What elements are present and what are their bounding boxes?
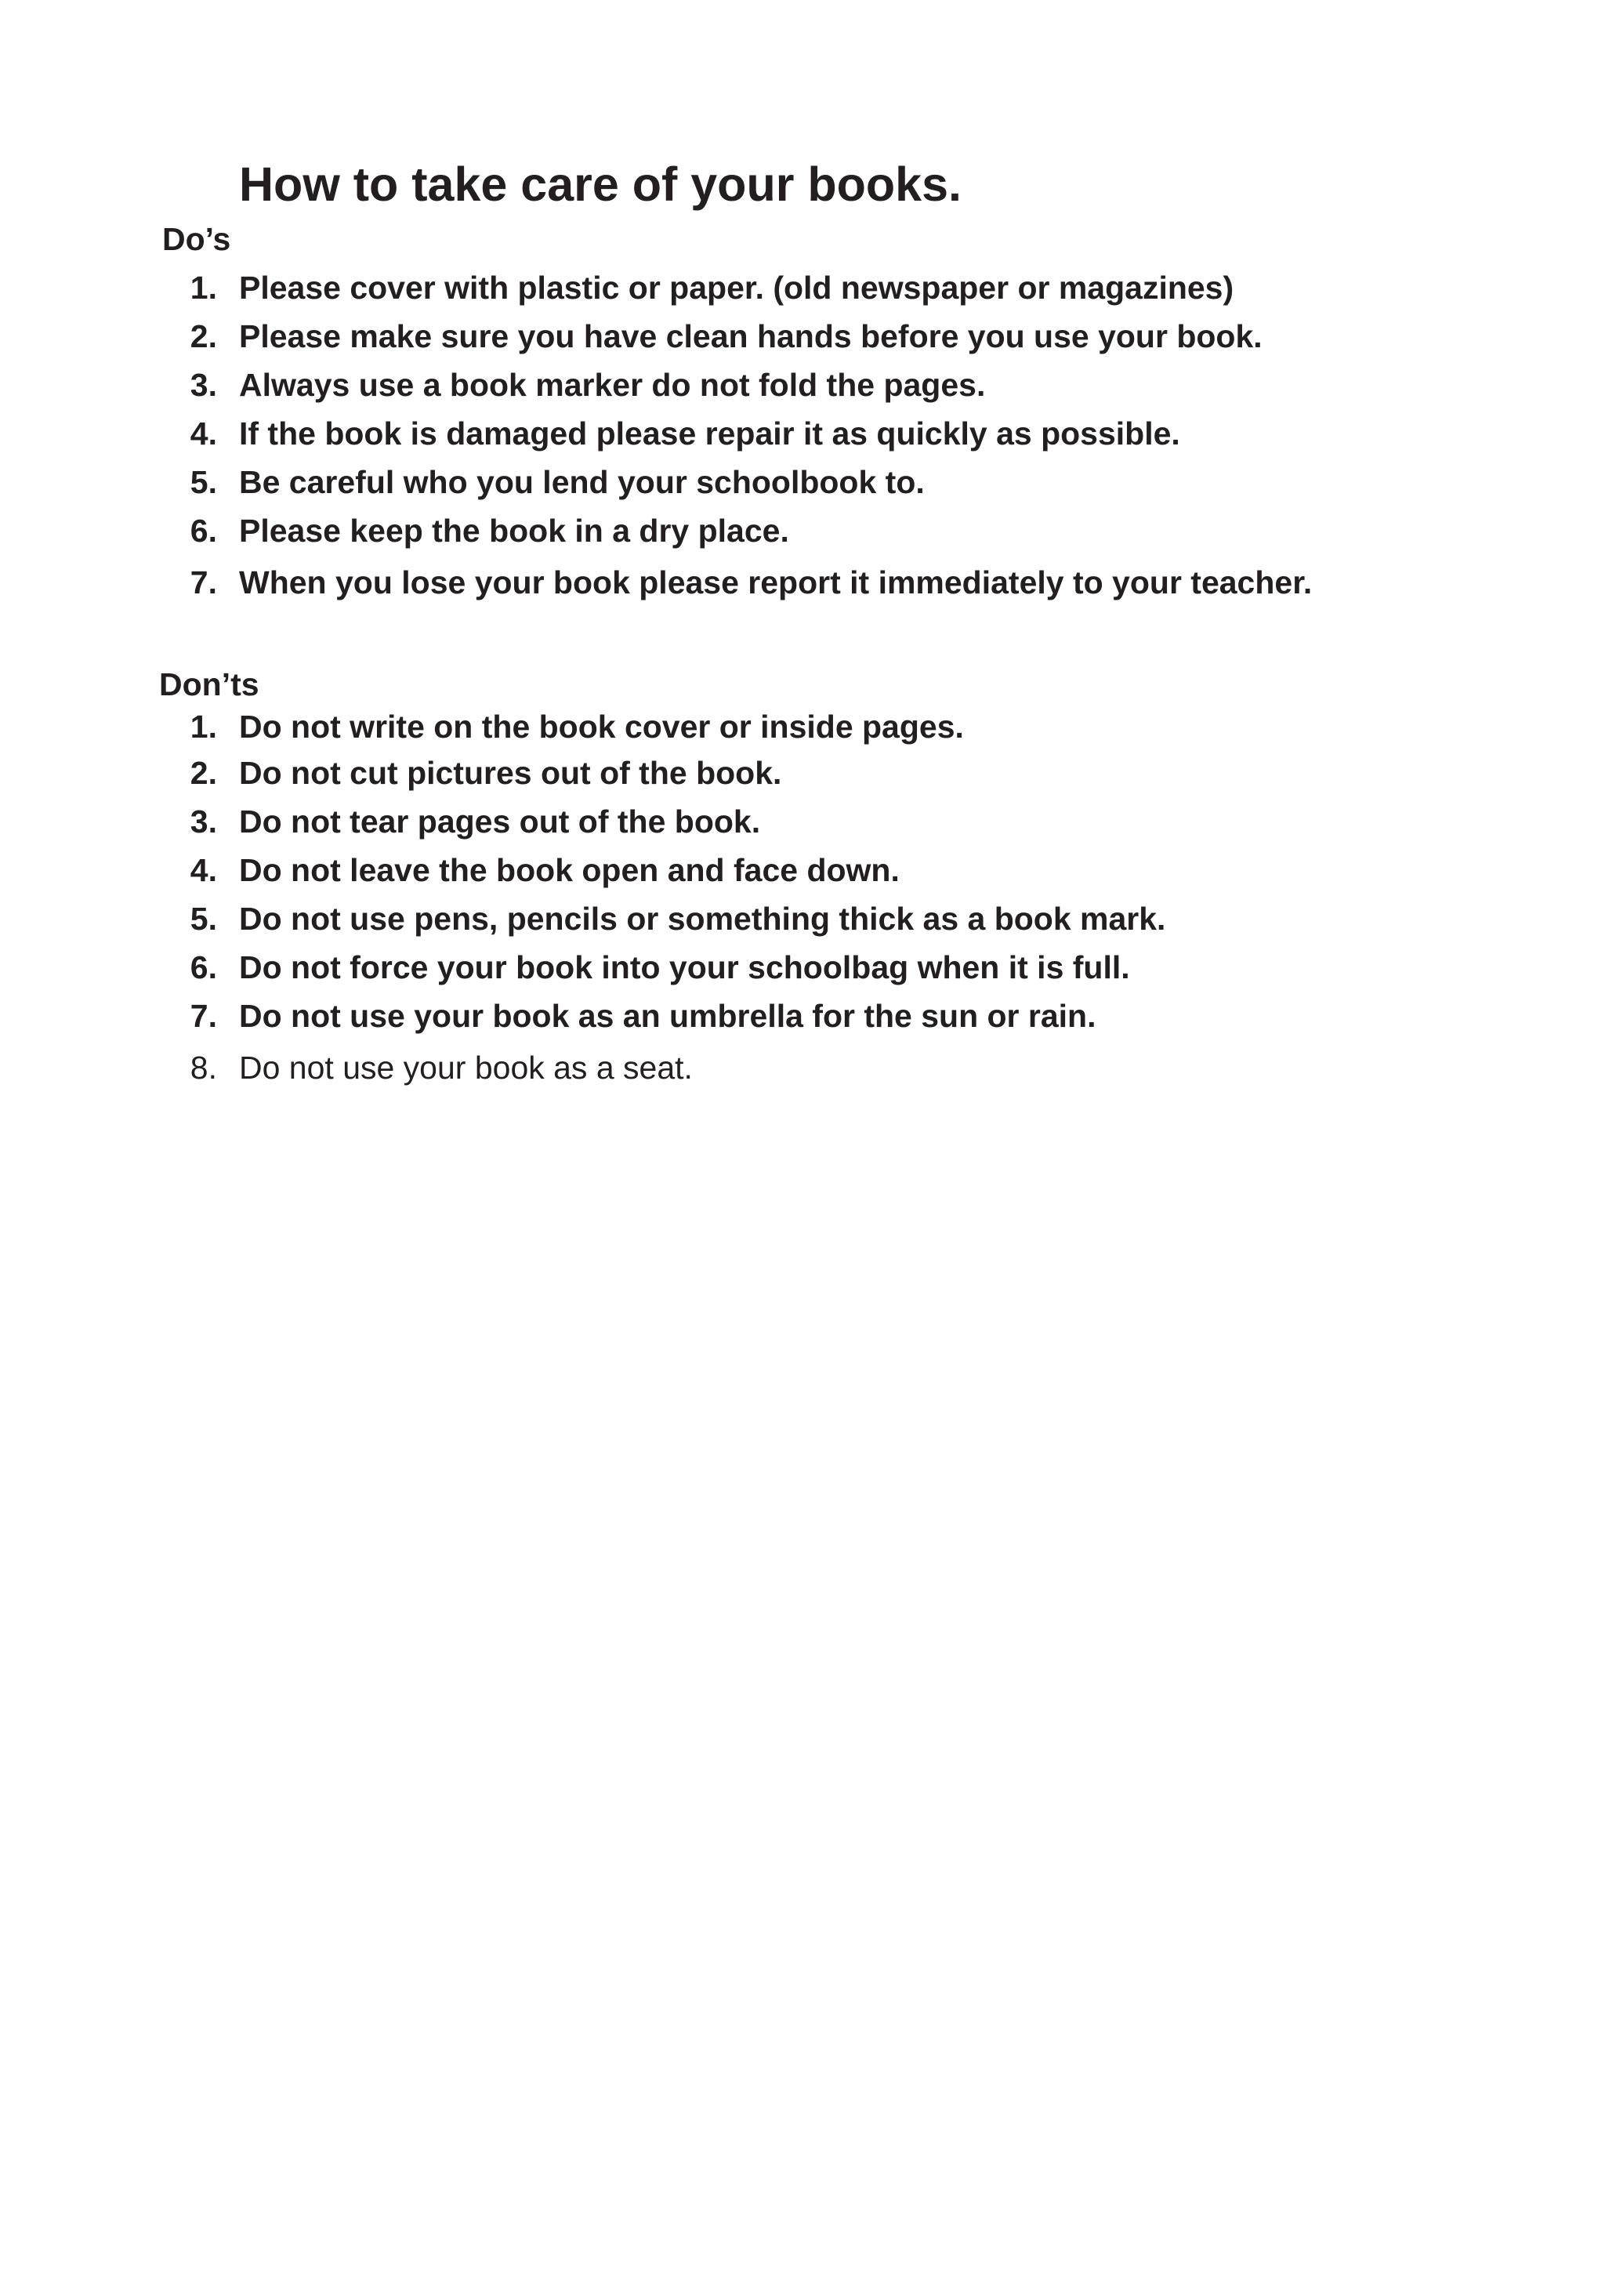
list-item-number: 3. <box>190 367 217 403</box>
list-item-number: 2. <box>190 755 217 791</box>
list-item-number: 8. <box>190 1050 217 1086</box>
list-item-number: 5. <box>190 464 217 500</box>
list-item-number: 5. <box>190 901 217 937</box>
list-item-text: Be careful who you lend your schoolbook to. <box>239 464 925 500</box>
donts-list-item <box>0 802 1489 841</box>
list-item-number: 6. <box>190 949 217 985</box>
dos-list-item <box>0 511 1489 550</box>
dos-list-item <box>0 268 1489 307</box>
list-item-text: Do not leave the book open and face down. <box>239 852 900 888</box>
list-item-text: Do not use your book as an umbrella for the sun or rain. <box>239 998 1096 1034</box>
dos-list-item <box>0 365 1489 404</box>
list-item-number: 7. <box>190 564 217 600</box>
list-item-number: 6. <box>190 513 217 549</box>
list-item-text: When you lose your book please report it immediately to your teacher. <box>239 564 1313 600</box>
donts-list-item <box>0 753 1489 793</box>
list-item-number: 4. <box>190 415 217 452</box>
list-item-number: 2. <box>190 318 217 354</box>
dos-list-item <box>0 317 1489 356</box>
list-item-number: 4. <box>190 852 217 888</box>
list-item-number: 3. <box>190 803 217 840</box>
donts-list-item <box>0 707 1489 746</box>
dos-list-item <box>0 414 1489 453</box>
list-item-text: Do not write on the book cover or inside pages. <box>239 709 964 745</box>
list-item-number: 1. <box>190 709 217 745</box>
donts-list-item <box>0 996 1489 1036</box>
list-item-number: 1. <box>190 270 217 306</box>
list-item-text: Please cover with plastic or paper. (old newspaper or magazines) <box>239 270 1234 306</box>
page-title: How to take care of your books. <box>239 158 962 211</box>
list-item-text: If the book is damaged please repair it as quickly as possible. <box>239 415 1180 452</box>
list-item-text: Do not force your book into your schoolbag when it is full. <box>239 949 1130 985</box>
donts-list-item <box>0 948 1489 987</box>
list-item-text: Always use a book marker do not fold the pages. <box>239 367 986 403</box>
donts-list-item <box>0 899 1489 938</box>
list-item-text: Please keep the book in a dry place. <box>239 513 789 549</box>
dos-list-item <box>0 462 1489 502</box>
donts-list-item <box>0 851 1489 890</box>
donts-list-item <box>0 1048 1489 1087</box>
donts-heading: Don’ts <box>159 666 259 702</box>
list-item-text: Do not use pens, pencils or something thick as a book mark. <box>239 901 1166 937</box>
list-item-number: 7. <box>190 998 217 1034</box>
list-item-text: Do not use your book as a seat. <box>239 1050 693 1086</box>
dos-heading: Do’s <box>162 221 231 257</box>
dos-list-item <box>0 563 1489 602</box>
list-item-text: Do not cut pictures out of the book. <box>239 755 782 791</box>
list-item-text: Do not tear pages out of the book. <box>239 803 761 840</box>
list-item-text: Please make sure you have clean hands before you use your book. <box>239 318 1263 354</box>
